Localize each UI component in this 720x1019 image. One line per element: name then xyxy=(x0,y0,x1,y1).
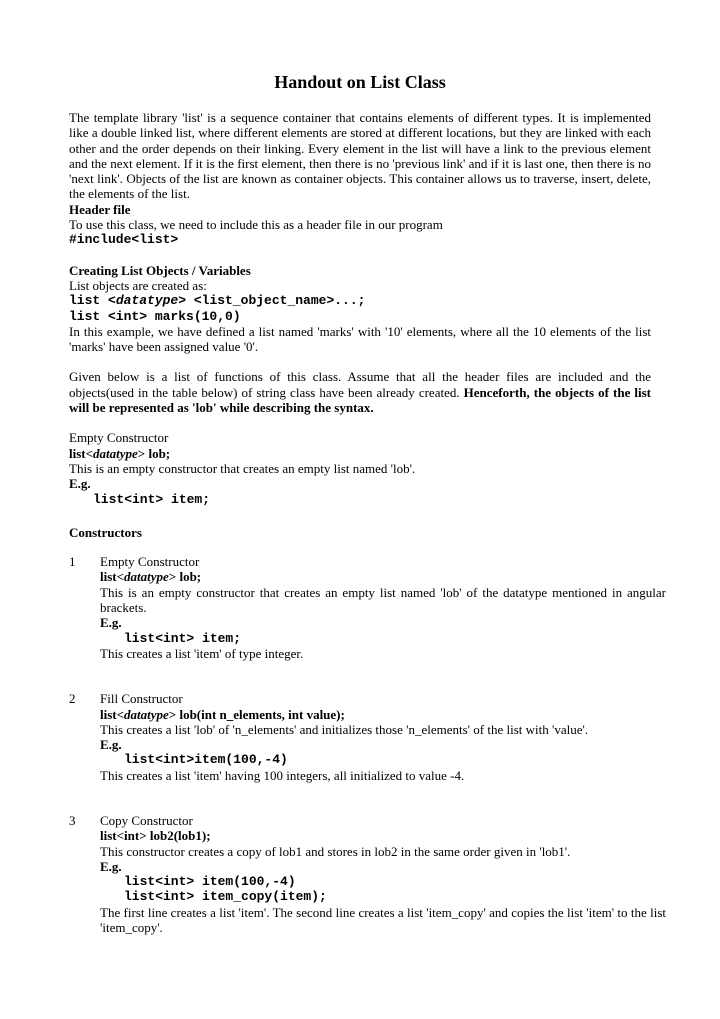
creating-text: List objects are created as: xyxy=(69,277,207,293)
example-code: list <int> marks(10,0) xyxy=(69,308,241,324)
syntax-part: > lob; xyxy=(137,445,171,461)
functions-text: Given below is a list of functions of this class. Assume that all the header files are included and the objects(used in the table below) of string class have been already created. xyxy=(69,369,651,400)
syntax-code xyxy=(69,293,651,308)
item-eg: E.g. xyxy=(100,615,122,631)
intro-paragraph: The template library 'list' is a sequence container that contains elements of different types. It is implemented like a double linked list, where different elements are stored at different locations, but they are linked with each other and the order depends on their linking. Every element in the list will have a link to the previous element and the next element. If it is the first element, then there is no 'previous link' and if it is last one, then there is no 'next link'. Objects of the list are known as container objects. This container allows us to traverse, insert, delete, the elements of the list. xyxy=(69,110,651,202)
item-syntax xyxy=(100,707,666,722)
item-desc: This creates a list 'lob' of 'n_elements' and initializes those 'n_elements' of the list with 'value'. xyxy=(100,721,589,737)
syntax-code-datatype: datatype xyxy=(115,293,179,309)
empty-ctor-desc: This is an empty constructor that creates an empty list named 'lob'. xyxy=(69,460,416,476)
spacer xyxy=(69,248,651,263)
spacer xyxy=(69,415,651,430)
list-item xyxy=(69,805,666,935)
item-code: list<int> item; xyxy=(124,630,242,646)
item-name: Fill Constructor xyxy=(100,691,183,707)
list-item xyxy=(69,546,666,661)
syntax-code-part: > <list_object_name>...; xyxy=(178,293,366,309)
header-file-text: To use this class, we need to include this as a header file in our program xyxy=(69,217,443,233)
item-syntax xyxy=(100,569,666,584)
item-eg: E.g. xyxy=(100,737,122,753)
spacer xyxy=(69,507,651,522)
item-after: This creates a list 'item' of type integer. xyxy=(100,645,304,661)
item-after: This creates a list 'item' having 100 integers, all initialized to value -4. xyxy=(100,767,465,783)
item-eg: E.g. xyxy=(100,858,122,874)
creating-explain: In this example, we have defined a list named 'marks' with '10' elements, where all the 10 elements of the list 'marks' have been assigned value '0'. xyxy=(69,323,651,355)
page-title: Handout on List Class xyxy=(274,72,446,92)
header-file-heading: Header file xyxy=(69,201,131,217)
item-desc: This constructor creates a copy of lob1 and stores in lob2 in the same order given in 'lob1'. xyxy=(100,843,571,859)
include-code: #include<list> xyxy=(69,232,179,248)
item-syntax: list<int> lob2(lob1); xyxy=(100,828,211,844)
syntax-datatype: datatype xyxy=(93,445,138,461)
item-code: list<int> item(100,-4) xyxy=(124,874,296,890)
item-desc: This is an empty constructor that creates an empty list named 'lob' of the datatype mentioned in angular brackets. xyxy=(100,584,666,616)
syntax-part: list< xyxy=(100,706,125,722)
item-code: list<int>item(100,-4) xyxy=(124,752,288,768)
item-number: 1 xyxy=(69,554,76,570)
creating-heading: Creating List Objects / Variables xyxy=(69,262,251,278)
empty-ctor-name: Empty Constructor xyxy=(69,430,169,446)
syntax-part: > lob; xyxy=(168,569,202,585)
syntax-part: list< xyxy=(100,569,125,585)
document-page xyxy=(69,72,666,936)
syntax-part: > lob(int n_elements, int value); xyxy=(168,706,345,722)
item-number: 2 xyxy=(69,691,76,707)
syntax-code-part: list < xyxy=(69,293,116,309)
syntax-datatype: datatype xyxy=(124,569,169,585)
syntax-datatype: datatype xyxy=(124,706,169,722)
functions-paragraph xyxy=(69,369,651,415)
item-name: Empty Constructor xyxy=(100,554,200,570)
item-code: list<int> item_copy(item); xyxy=(124,889,327,905)
item-name: Copy Constructor xyxy=(100,812,193,828)
syntax-part: list< xyxy=(69,445,94,461)
empty-ctor-eg: E.g. xyxy=(69,476,91,492)
empty-ctor-syntax xyxy=(69,446,651,461)
spacer xyxy=(69,354,651,369)
constructors-heading: Constructors xyxy=(69,524,142,540)
item-after: The first line creates a list 'item'. The second line creates a list 'item_copy' and copies the list 'item' to the list 'item_copy'. xyxy=(100,904,666,936)
list-item xyxy=(69,683,666,783)
item-number: 3 xyxy=(69,812,76,828)
empty-ctor-code: list<int> item; xyxy=(93,491,211,507)
functions-bold: Henceforth, the objects of the list will be represented as 'lob' while describing the syntax. xyxy=(69,384,651,416)
